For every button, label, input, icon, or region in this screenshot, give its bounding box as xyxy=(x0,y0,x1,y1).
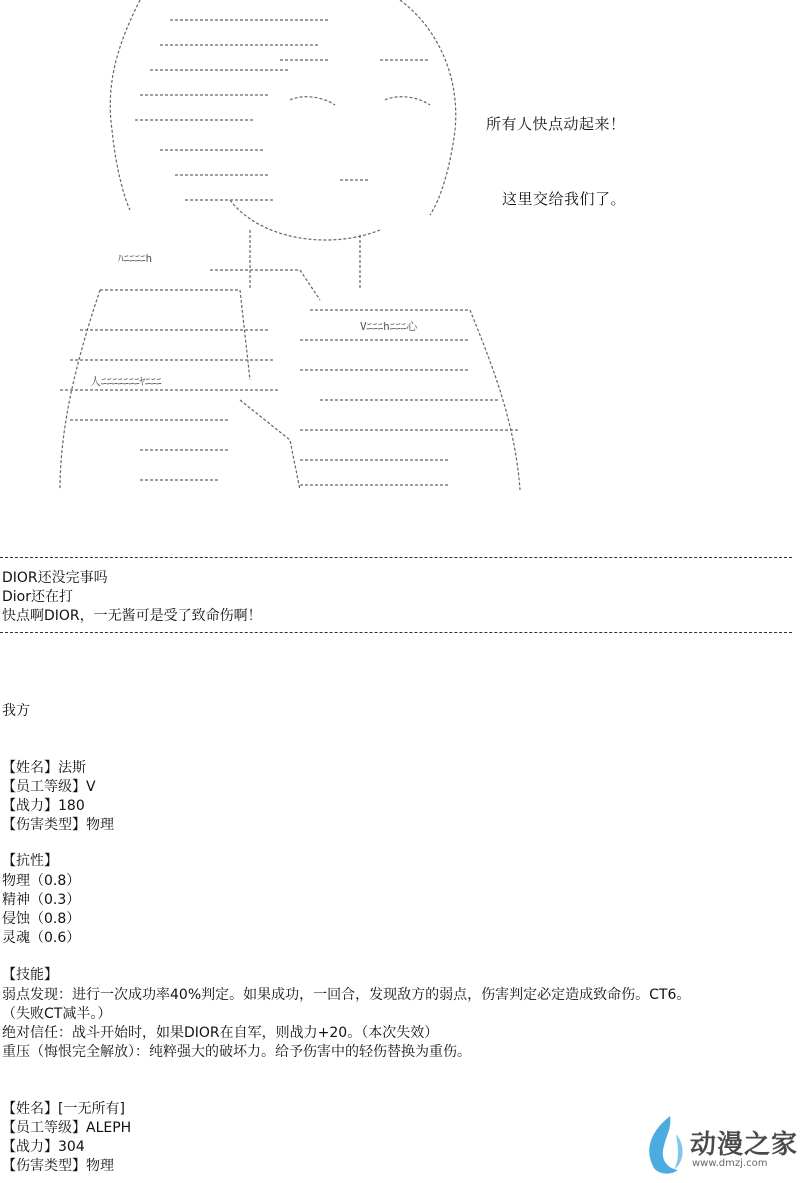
unit1-damage-type: 【伤害类型】物理 xyxy=(2,817,114,833)
watermark-name: 动漫之家 xyxy=(690,1130,799,1160)
unit1-skill: 弱点发现：进行一次成功率40%判定。如果成功，一回合，发现敌方的弱点，伤害判定必定造成致命伤。CT6。 xyxy=(2,987,691,1003)
unit1-resist-header: 【抗性】 xyxy=(2,853,58,869)
divider-bottom xyxy=(0,632,792,633)
site-watermark xyxy=(640,1112,800,1180)
speech-line-1: 所有人快点动起来！ xyxy=(486,115,626,133)
dialogue-line: 快点啊DIOR，一无酱可是受了致命伤啊！ xyxy=(2,608,262,624)
unit1-resist: 物理（0.8） xyxy=(2,873,81,889)
unit2-damage-type: 【伤害类型】物理 xyxy=(2,1158,114,1174)
watermark-url: www.dmzj.com xyxy=(692,1158,768,1169)
unit1-resist: 侵蚀（0.8） xyxy=(2,911,81,927)
unit1-resist: 精神（0.3） xyxy=(2,892,81,908)
unit1-rank: 【员工等级】V xyxy=(2,779,96,795)
unit2-power: 【战力】304 xyxy=(2,1139,85,1155)
svg-text:人ﾆﾆﾆﾆﾆﾆﾆﾔﾆﾆﾆ: 人ﾆﾆﾆﾆﾆﾆﾆﾔﾆﾆﾆ xyxy=(90,375,162,388)
unit1-skill: 重压（悔恨完全解放）：纯粹强大的破坏力。给予伤害中的轻伤替换为重伤。 xyxy=(2,1044,471,1060)
unit1-name: 【姓名】法斯 xyxy=(2,760,86,776)
unit1-resist: 灵魂（0.6） xyxy=(2,930,81,946)
section-title: 我方 xyxy=(2,703,30,719)
unit2-rank: 【员工等级】ALEPH xyxy=(2,1120,132,1136)
flame-logo-icon xyxy=(640,1114,688,1176)
dialogue-line: Dior还在打 xyxy=(2,589,73,605)
unit1-skills-header: 【技能】 xyxy=(2,967,58,983)
ascii-art-illustration xyxy=(0,0,560,500)
unit1-power: 【战力】180 xyxy=(2,798,85,814)
unit1-skill: （失败CT减半。） xyxy=(2,1006,112,1022)
dialogue-line: DIOR还没完事吗 xyxy=(2,570,108,586)
speech-line-2: 这里交给我们了。 xyxy=(502,190,627,208)
svg-text:Vﾆﾆﾆhﾆﾆﾆ心: Vﾆﾆﾆhﾆﾆﾆ心 xyxy=(360,320,418,333)
unit1-skill: 绝对信任：战斗开始时，如果DIOR在自军，则战力+20。（本次失效） xyxy=(2,1025,439,1041)
divider-top xyxy=(0,557,792,558)
svg-text:ﾊﾆﾆﾆﾆh: ﾊﾆﾆﾆﾆh xyxy=(118,252,153,265)
unit2-name: 【姓名】[一无所有] xyxy=(2,1101,125,1117)
